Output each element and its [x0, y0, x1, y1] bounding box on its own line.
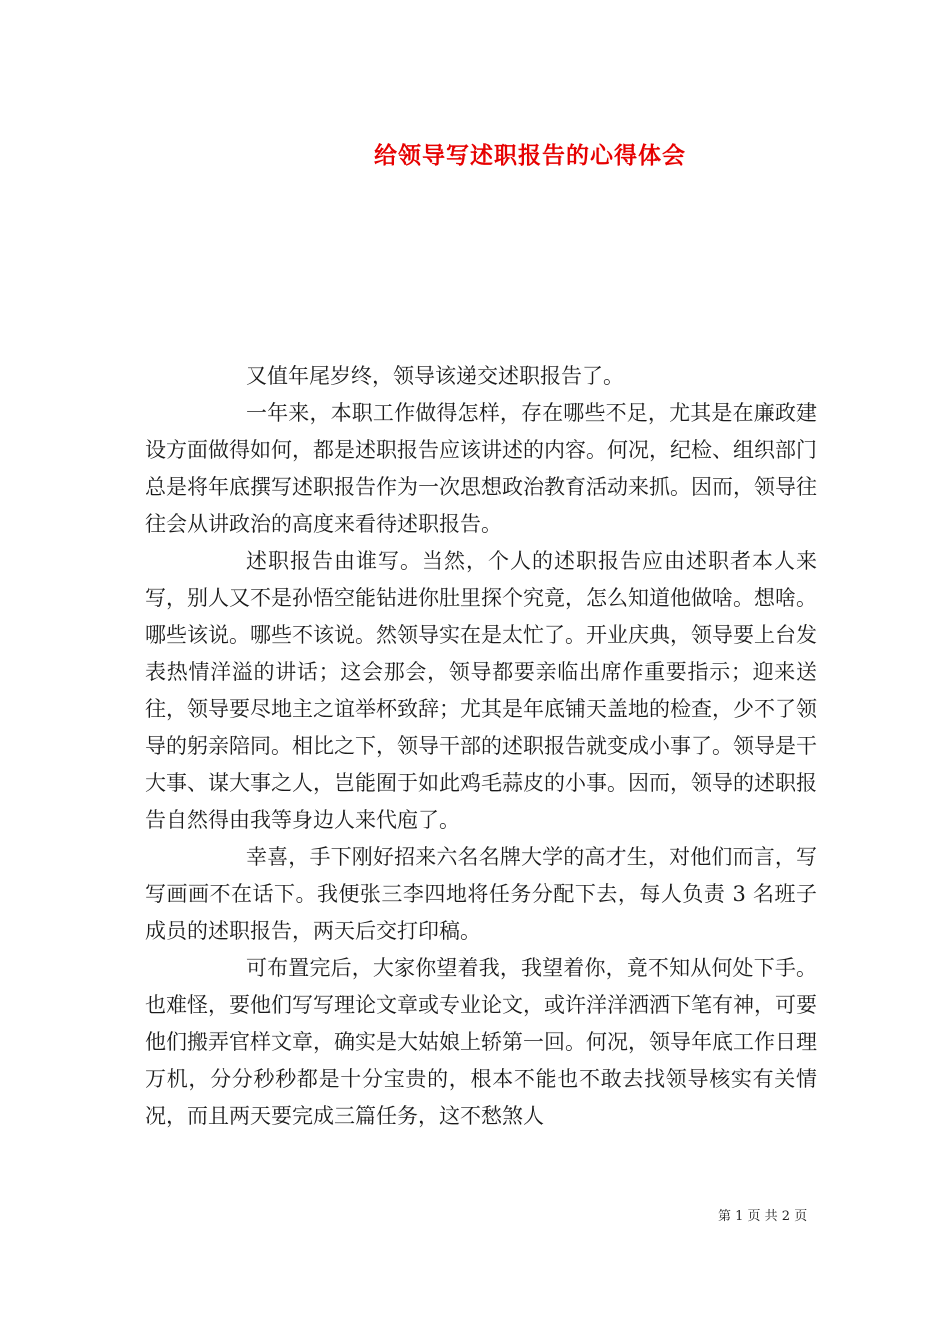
paragraph-1: 又值年尾岁终，领导该递交述职报告了。	[246, 364, 624, 388]
page-number-footer: 第 1 页 共 2 页	[718, 1209, 808, 1224]
document-title: 给领导写述职报告的心得体会	[374, 142, 686, 169]
paragraph-2: 一年来，本职工作做得怎样，存在哪些不足，尤其是在廉政建设方面做得如何，都是述职报告应该讲述的内容。何况，纪检、组织部门总是将年底撰写述职报告作为一次思想政治教育活动来抓。因而，领导往往会从讲政治的高度来看待述职报告。	[145, 401, 817, 536]
paragraph-3: 述职报告由谁写。当然，个人的述职报告应由述职者本人来写，别人又不是孙悟空能钻进你肚里探个究竟，怎么知道他做啥。想啥。哪些该说。哪些不该说。然领导实在是太忙了。开业庆典，领导要上台发表热情洋溢的讲话；这会那会，领导都要亲临出席作重要指示；迎来送往，领导要尽地主之谊举杯致辞；尤其是年底铺天盖地的检查，少不了领导的躬亲陪同。相比之下，领导干部的述职报告就变成小事了。领导是干大事、谋大事之人，岂能囿于如此鸡毛蒜皮的小事。因而，领导的述职报告自然得由我等身边人来代庖了。	[145, 549, 817, 832]
paragraph-5: 可布置完后，大家你望着我，我望着你，竟不知从何处下手。也难怪，要他们写写理论文章或专业论文，或许洋洋洒洒下笔有神，可要他们搬弄官样文章，确实是大姑娘上轿第一回。何况，领导年底工作日理万机，分分秒秒都是十分宝贵的，根本不能也不敢去找领导核实有关情况，而且两天要完成三篇任务，这不愁煞人	[145, 956, 817, 1128]
document-body	[145, 358, 817, 1135]
paragraph-4: 幸喜，手下刚好招来六名名牌大学的高才生，对他们而言，写写画画不在话下。我便张三李四地将任务分配下去，每人负责 3 名班子成员的述职报告，两天后交打印稿。	[145, 845, 817, 943]
